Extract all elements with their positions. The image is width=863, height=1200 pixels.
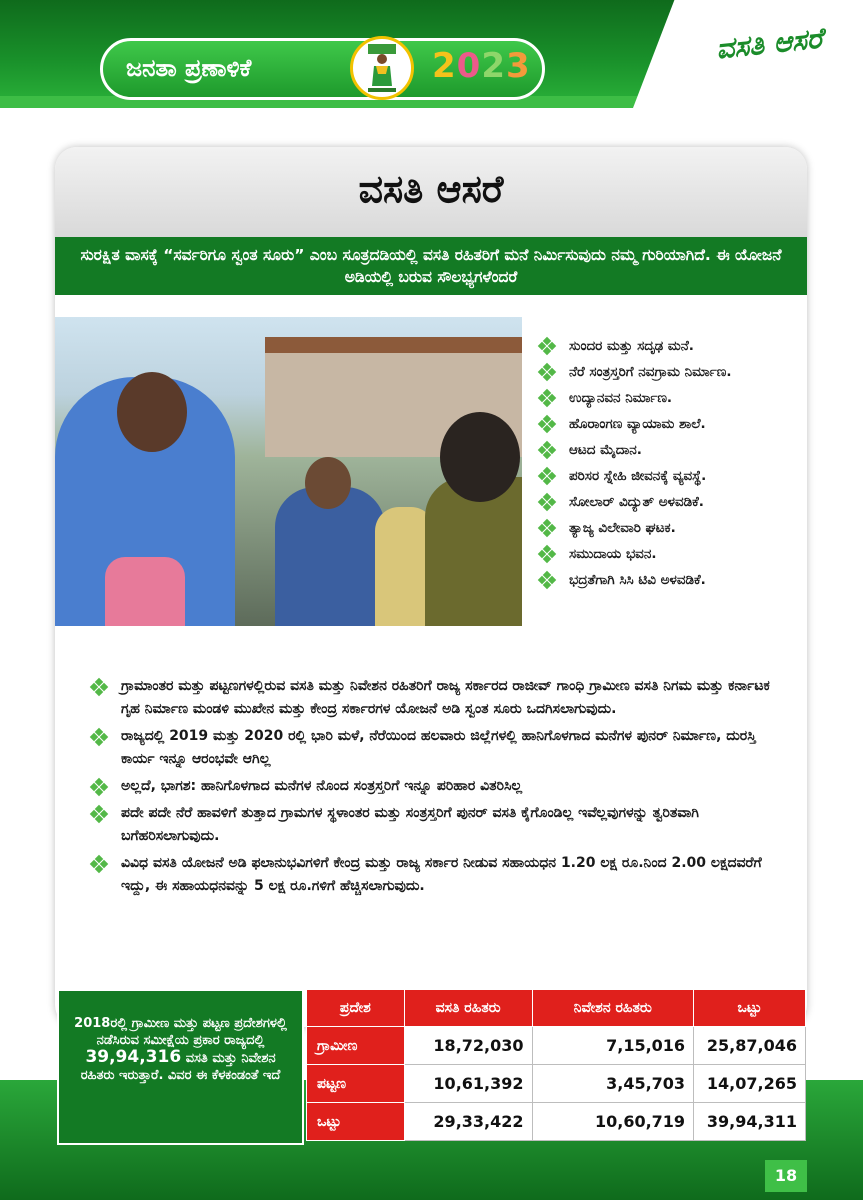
diamond-bullet-icon: [539, 364, 555, 380]
content-card: [55, 147, 807, 1027]
list-item: [539, 337, 801, 356]
column-header: ನಿವೇಶನ ರಹಿತರು: [532, 990, 694, 1027]
table-cell: 7,15,016: [532, 1027, 694, 1065]
list-item: [539, 415, 801, 434]
list-item: [91, 852, 791, 898]
summary-text: ವಸತಿ ಮತ್ತು ನಿವೇಶನ ರಹಿತರು ಇರುತ್ತಾರೆ. ವಿವರ ಈ ಕೆಳಕಂಡಂತೆ ಇದೆ: [80, 1051, 281, 1083]
list-item: [91, 725, 791, 771]
diamond-bullet-icon: [539, 442, 555, 458]
table-cell: 18,72,030: [404, 1027, 532, 1065]
year-digit: 0: [456, 46, 482, 86]
table-header-row: [307, 990, 806, 1027]
diamond-bullet-icon: [539, 520, 555, 536]
table-cell: 3,45,703: [532, 1065, 694, 1103]
list-item: [539, 363, 801, 382]
photo-roof: [265, 337, 522, 353]
list-item: [539, 389, 801, 408]
list-item: [539, 519, 801, 538]
table-cell: 39,94,311: [694, 1103, 806, 1141]
photo-person-head: [440, 412, 520, 502]
diamond-bullet-icon: [539, 494, 555, 510]
event-photo: [55, 317, 522, 626]
party-emblem-icon: [350, 36, 414, 100]
diamond-bullet-icon: [91, 806, 107, 822]
table-row: [307, 1103, 806, 1141]
table-cell: 10,61,392: [404, 1065, 532, 1103]
table-cell: 14,07,265: [694, 1065, 806, 1103]
list-item: [91, 675, 791, 721]
points-list: [91, 675, 791, 902]
row-header: ಪಟ್ಟಣ: [307, 1065, 405, 1103]
year-label: [432, 46, 531, 86]
page-number: 18: [765, 1160, 807, 1192]
diamond-bullet-icon: [539, 546, 555, 562]
row-header: ಗ್ರಾಮೀಣ: [307, 1027, 405, 1065]
benefit-text: ತ್ಯಾಜ್ಯ ವಿಲೇವಾರಿ ಘಟಕ.: [569, 520, 676, 536]
diamond-bullet-icon: [539, 390, 555, 406]
diamond-bullet-icon: [539, 338, 555, 354]
list-item: [539, 493, 801, 512]
list-item: [539, 467, 801, 486]
diamond-bullet-icon: [91, 679, 107, 695]
year-digit: 2: [432, 46, 457, 86]
page-title: ವಸತಿ ಆಸರೆ: [358, 167, 504, 211]
point-text: ಅಲ್ಲದೆ, ಭಾಗಶ: ಹಾನಿಗೊಳಗಾದ ಮನೆಗಳ ನೊಂದ ಸಂತ್ರಸ್ತರಿಗೆ ಇನ್ನೂ ಪರಿಹಾರ ವಿತರಿಸಿಲ್ಲ: [121, 778, 523, 794]
diamond-bullet-icon: [539, 416, 555, 432]
benefit-text: ಭದ್ರತೆಗಾಗಿ ಸಿಸಿ ಟಿವಿ ಅಳವಡಿಕೆ.: [569, 572, 706, 588]
diamond-bullet-icon: [91, 856, 107, 872]
header-title: ಜನತಾ ಪ್ರಣಾಳಿಕೆ: [126, 54, 252, 82]
diamond-bullet-icon: [539, 572, 555, 588]
point-text: ಗ್ರಾಮಾಂತರ ಮತ್ತು ಪಟ್ಟಣಗಳಲ್ಲಿರುವ ವಸತಿ ಮತ್ತು ನಿವೇಶನ ರಹಿತರಿಗೆ ರಾಜ್ಯ ಸರ್ಕಾರದ ರಾಜೀವ್ ಗಾಂಧಿ ಗ್ರಾಮೀಣ ವಸತಿ ನಿಗಮ ಮತ್ತು ಕರ್ನಾಟಕ ಗೃಹ ನಿರ್ಮಾಣ ಮಂಡಳಿ ಮುಖೇನ ಮತ್ತು ಕೇಂದ್ರ ಸರ್ಕಾರಗಳ ಯೋಜನೆ ಅಡಿ ಸ್ವಂತ ಸೂರು ಒದಗಿಸಲಾಗುವುದು.: [121, 678, 770, 717]
photo-person-head: [305, 457, 351, 509]
table-cell: 29,33,422: [404, 1103, 532, 1141]
photo-cloth: [105, 557, 185, 626]
point-text: ವಿವಿಧ ವಸತಿ ಯೋಜನೆ ಅಡಿ ಫಲಾನುಭವಿಗಳಿಗೆ ಕೇಂದ್ರ ಮತ್ತು ರಾಜ್ಯ ಸರ್ಕಾರ ನೀಡುವ ಸಹಾಯಧನ 1.20 ಲಕ್ಷ ರೂ.ನಿಂದ 2.00 ಲಕ್ಷದವರೆಗೆ ಇದ್ದು, ಈ ಸಹಾಯಧನವನ್ನು 5 ಲಕ್ಷ ರೂ.ಗಳಿಗೆ ಹೆಚ್ಚಿಸಲಾಗುವುದು.: [121, 855, 762, 894]
benefit-text: ನೆರೆ ಸಂತ್ರಸ್ತರಿಗೆ ನವಗ್ರಾಮ ನಿರ್ಮಾಣ.: [569, 364, 732, 380]
point-text: ರಾಜ್ಯದಲ್ಲಿ 2019 ಮತ್ತು 2020 ರಲ್ಲಿ ಭಾರಿ ಮಳೆ, ನೆರೆಯಿಂದ ಹಲವಾರು ಜಿಲ್ಲೆಗಳಲ್ಲಿ ಹಾನಿಗೊಳಗಾದ ಮನೆಗಳ ಪುನರ್ ನಿರ್ಮಾಣ, ದುರಸ್ತಿ ಕಾರ್ಯ ಇನ್ನೂ ಆರಂಭವೇ ಆಗಿಲ್ಲ: [121, 728, 756, 767]
summary-text: 2018ರಲ್ಲಿ ಗ್ರಾಮೀಣ ಮತ್ತು ಪಟ್ಟಣ ಪ್ರದೇಶಗಳಲ್ಲಿ ನಡೆಸಿರುವ ಸಮೀಕ್ಷೆಯ ಪ್ರಕಾರ ರಾಜ್ಯದಲ್ಲಿ: [74, 1016, 287, 1048]
benefit-text: ಸೋಲಾರ್ ವಿದ್ಯುತ್ ಅಳವಡಿಕೆ.: [569, 494, 704, 510]
intro-banner: ಸುರಕ್ಷಿತ ವಾಸಕ್ಕೆ “ಸರ್ವರಿಗೂ ಸ್ವಂತ ಸೂರು” ಎಂಬ ಸೂತ್ರದಡಿಯಲ್ಲಿ ವಸತಿ ರಹಿತರಿಗೆ ಮನೆ ನಿರ್ಮಿಸುವುದು ನಮ್ಮ ಗುರಿಯಾಗಿದೆ. ಈ ಯೋಜನೆ ಅಡಿಯಲ್ಲಿ ಬರುವ ಸೌಲಭ್ಯಗಳೆಂದರೆ: [55, 237, 807, 295]
diamond-bullet-icon: [91, 779, 107, 795]
table-row: [307, 1065, 806, 1103]
list-item: [539, 545, 801, 564]
scheme-logo: ವಸತಿ ಆಸರೆ: [714, 21, 825, 66]
diamond-bullet-icon: [91, 729, 107, 745]
housing-table: [306, 989, 806, 1141]
photo-person-head: [117, 372, 187, 452]
column-header: ಒಟ್ಟು: [694, 990, 806, 1027]
column-header: ಪ್ರದೇಶ: [307, 990, 405, 1027]
benefit-text: ಆಟದ ಮೈದಾನ.: [569, 442, 642, 458]
list-item: [539, 441, 801, 460]
benefit-text: ಪರಿಸರ ಸ್ನೇಹಿ ಜೀವನಕ್ಕೆ ವ್ಯವಸ್ಥೆ.: [569, 468, 707, 484]
row-header: ಒಟ್ಟು: [307, 1103, 405, 1141]
benefits-list: [539, 337, 801, 597]
table-cell: 25,87,046: [694, 1027, 806, 1065]
column-header: ವಸತಿ ರಹಿತರು: [404, 990, 532, 1027]
table-row: [307, 1027, 806, 1065]
benefit-text: ಉದ್ಯಾನವನ ನಿರ್ಮಾಣ.: [569, 390, 673, 406]
list-item: [91, 775, 791, 798]
table-cell: 10,60,719: [532, 1103, 694, 1141]
year-digit: 2: [481, 46, 507, 86]
year-digit: 3: [506, 46, 531, 86]
survey-summary: [57, 989, 304, 1145]
point-text: ಪದೇ ಪದೇ ನೆರೆ ಹಾವಳಿಗೆ ತುತ್ತಾದ ಗ್ರಾಮಗಳ ಸ್ಥಳಾಂತರ ಮತ್ತು ಸಂತ್ರಸ್ತರಿಗೆ ಪುನರ್ ವಸತಿ ಕೈಗೊಂಡಿಲ್ಲ ಇವೆಲ್ಲವುಗಳನ್ನು ತ್ವರಿತವಾಗಿ ಬಗೆಹರಿಸಲಾಗುವುದು.: [121, 805, 699, 844]
list-item: [539, 571, 801, 590]
diamond-bullet-icon: [539, 468, 555, 484]
benefit-text: ಹೊರಾಂಗಣ ವ್ಯಾಯಾಮ ಶಾಲೆ.: [569, 416, 706, 432]
benefit-text: ಸುಂದರ ಮತ್ತು ಸದೃಢ ಮನೆ.: [569, 338, 694, 354]
benefit-text: ಸಮುದಾಯ ಭವನ.: [569, 546, 657, 562]
summary-highlight: 39,94,316: [85, 1047, 182, 1067]
list-item: [91, 802, 791, 848]
